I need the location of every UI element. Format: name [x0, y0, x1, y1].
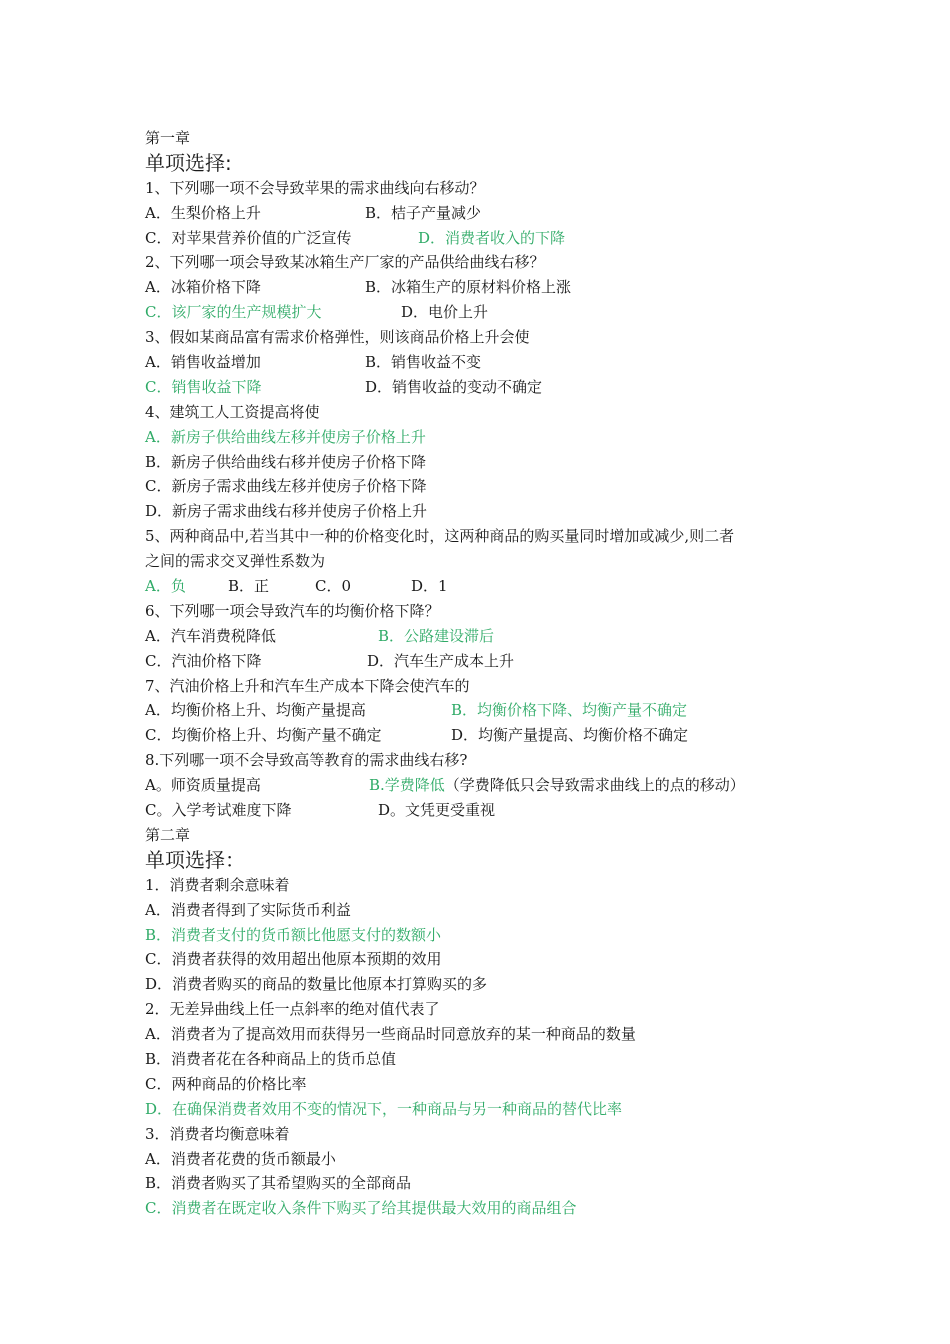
question-8-options-ab	[145, 773, 825, 798]
question-6-options-cd	[145, 649, 825, 674]
chapter-2-section-heading: 单项选择：	[145, 847, 245, 872]
question-5-stem-line-1: 5、两种商品中,若当其中一种的价格变化时，这两种商品的购买量同时增加或减少,则二者	[145, 527, 735, 546]
question-7-options-ab	[145, 698, 825, 723]
option-d: D．汽车生产成本上升	[367, 651, 515, 670]
option-d: D．销售收益的变动不确定	[365, 377, 543, 396]
question-8-options-cd	[145, 798, 825, 823]
option-c: C．均衡价格上升、均衡产量不确定	[145, 726, 382, 745]
question-5-stem-line-2: 之间的需求交叉弹性系数为	[145, 552, 326, 571]
option-b: B．消费者购买了其希望购买的全部商品	[145, 1174, 412, 1193]
ch2-question-3-stem: 3．消费者均衡意味着	[145, 1124, 290, 1143]
option-b: B．消费者花在各种商品上的货币总值	[145, 1049, 397, 1068]
chapter-1-title: 第一章	[145, 129, 191, 147]
option-c: C。入学考试难度下降	[145, 801, 292, 820]
question-1-stem: 1、下列哪一项不会导致苹果的需求曲线向右移动？	[145, 178, 485, 197]
option-a-answer: A．新房子供给曲线左移并使房子价格上升	[145, 427, 426, 446]
chapter-2-title: 第二章	[145, 825, 191, 844]
question-6-stem: 6、下列哪一项会导致汽车的均衡价格下降？	[145, 601, 440, 620]
option-a: A．消费者为了提高效用而获得另一些商品时同意放弃的某一种商品的数量	[145, 1025, 636, 1044]
document-page	[145, 126, 825, 1221]
option-c-answer: C．销售收益下降	[145, 377, 262, 396]
option-a: A．均衡价格上升、均衡产量提高	[145, 701, 366, 720]
option-b: B．冰箱生产的原材料价格上涨	[365, 278, 572, 297]
option-c: C．汽油价格下降	[145, 651, 262, 670]
option-d: D．新房子需求曲线右移并使房子价格上升	[145, 502, 428, 521]
question-4-stem: 4、建筑工人工资提高将使	[145, 402, 320, 421]
option-b-answer: B．消费者支付的货币额比他愿支付的数额小	[145, 925, 442, 944]
question-7-stem: 7、汽油价格上升和汽车生产成本下降会使汽车的	[145, 676, 470, 695]
option-b: B．新房子供给曲线右移并使房子价格下降	[145, 452, 427, 471]
option-b: B．桔子产量减少	[365, 203, 482, 222]
ch2-question-2-stem: 2．无差异曲线上任一点斜率的绝对值代表了	[145, 1000, 440, 1019]
option-a: A．消费者花费的货币额最小	[145, 1149, 336, 1168]
ch2-question-1-stem: 1．消费者剩余意味着	[145, 875, 290, 894]
option-b-answer: B.学费降低	[369, 776, 445, 795]
option-c: C．0	[315, 577, 352, 596]
option-b: B．正	[228, 577, 270, 596]
option-c: C．消费者获得的效用超出他原本预期的效用	[145, 950, 442, 969]
question-3-options-ab	[145, 350, 825, 375]
option-c: C．两种商品的价格比率	[145, 1074, 307, 1093]
option-a: A．消费者得到了实际货币利益	[145, 900, 351, 919]
option-a: A．生梨价格上升	[145, 203, 261, 222]
option-b-group	[369, 773, 745, 798]
option-b-note: （学费降低只会导致需求曲线上的点的移动）	[444, 776, 745, 795]
option-a: A．冰箱价格下降	[145, 278, 261, 297]
option-b-answer: B．公路建设滞后	[378, 626, 495, 645]
option-d: D．均衡产量提高、均衡价格不确定	[451, 726, 689, 745]
question-1-options-cd	[145, 226, 825, 251]
question-8-stem: 8.下列哪一项不会导致高等教育的需求曲线右移?	[145, 751, 468, 770]
option-b-answer: B．均衡价格下降、均衡产量不确定	[451, 701, 688, 720]
option-b: B．销售收益不变	[365, 353, 482, 372]
option-d: D。文凭更受重视	[378, 801, 496, 820]
option-c-answer: C．消费者在既定收入条件下购买了给其提供最大效用的商品组合	[145, 1199, 577, 1218]
question-3-stem: 3、假如某商品富有需求价格弹性，则该商品价格上升会使	[145, 328, 530, 347]
option-c: C．新房子需求曲线左移并使房子价格下降	[145, 477, 427, 496]
option-a: A．销售收益增加	[145, 353, 261, 372]
question-1-options-ab	[145, 201, 825, 226]
option-d: D．1	[411, 577, 448, 596]
question-7-options-cd	[145, 723, 825, 748]
question-2-options-cd	[145, 300, 825, 325]
question-5-options	[145, 574, 825, 599]
option-d: D．电价上升	[401, 303, 489, 322]
option-a: A．汽车消费税降低	[145, 626, 276, 645]
question-2-stem: 2、下列哪一项会导致某冰箱生产厂家的产品供给曲线右移？	[145, 253, 545, 272]
question-3-options-cd	[145, 375, 825, 400]
option-a-answer: A．负	[145, 577, 186, 596]
question-6-options-ab	[145, 624, 825, 649]
option-d-answer: D．消费者收入的下降	[418, 228, 566, 247]
question-2-options-ab	[145, 275, 825, 300]
chapter-1-section-heading: 单项选择:	[145, 150, 232, 175]
option-d: D．消费者购买的商品的数量比他原本打算购买的多	[145, 975, 488, 994]
option-a: A。师资质量提高	[145, 776, 261, 795]
option-d-answer: D．在确保消费者效用不变的情况下，一种商品与另一种商品的替代比率	[145, 1099, 623, 1118]
option-c: C．对苹果营养价值的广泛宣传	[145, 228, 352, 247]
option-c-answer: C．该厂家的生产规模扩大	[145, 303, 322, 322]
